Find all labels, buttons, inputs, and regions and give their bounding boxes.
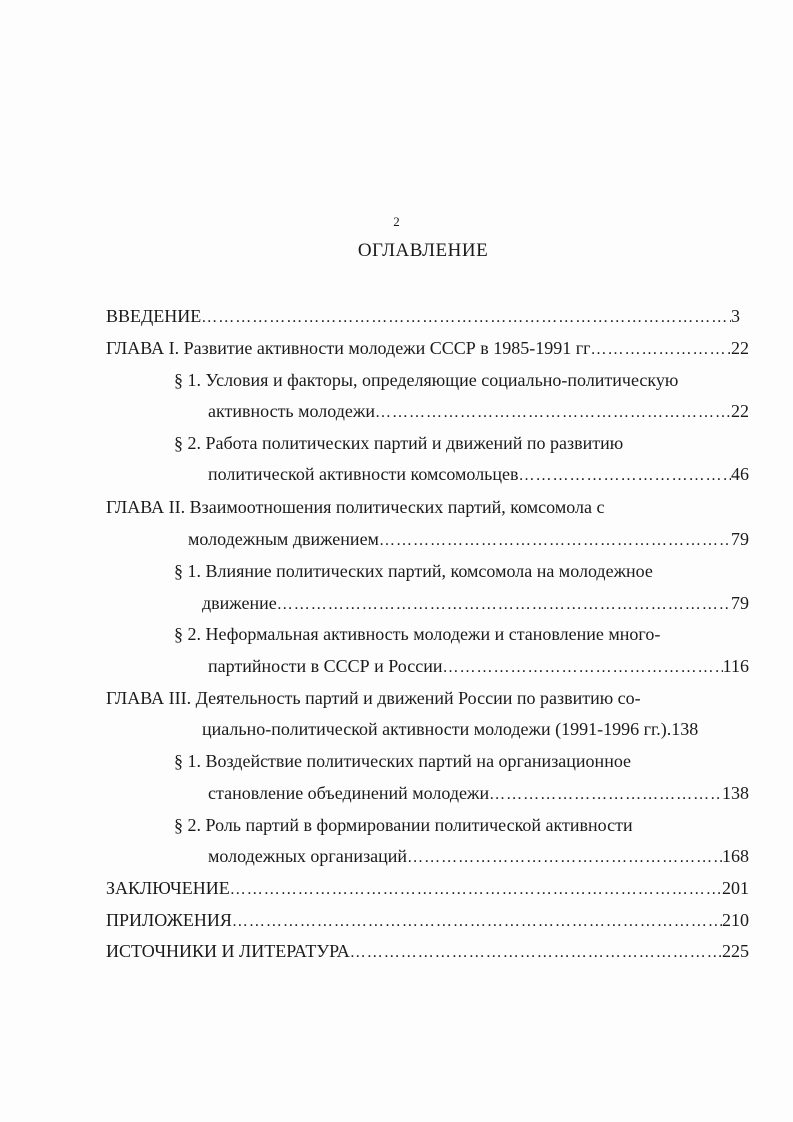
- leader-dots: [375, 402, 731, 424]
- toc-entry-page: 225: [722, 941, 749, 961]
- toc-entry-page: 22: [731, 401, 749, 421]
- toc-entry-ch2-s2-line1: § 2. Неформальная активность молодежи и становление много-: [174, 624, 661, 644]
- toc-entry-text: ЗАКЛЮЧЕНИЕ: [106, 878, 230, 898]
- toc-entry-text: активность молодежи: [208, 401, 375, 421]
- leader-dots: [201, 307, 731, 329]
- toc-entry-page: 116: [722, 656, 749, 676]
- toc-entry-ch2-s1-line2: [202, 592, 749, 616]
- toc-entry-text: ГЛАВА I. Развитие активности молодежи СССР в 1985-1991 гг: [106, 338, 591, 358]
- leader-dots: [591, 339, 731, 361]
- toc-entry-text: становление объединений молодежи: [208, 783, 490, 803]
- toc-title: ОГЛАВЛЕНИЕ: [357, 240, 489, 261]
- toc-entry-page: 210: [722, 910, 749, 930]
- toc-entry-chapter-1: [106, 337, 749, 361]
- toc-entry-ch3-s2-line1: § 2. Роль партий в формировании политической активности: [174, 815, 633, 835]
- leader-dots: [443, 657, 723, 679]
- toc-entry-chapter-2-line2: [188, 528, 749, 552]
- toc-entry-page: 22: [731, 338, 749, 358]
- leader-dots: [407, 847, 722, 869]
- toc-entry-ch1-s2-line1: § 2. Работа политических партий и движений по развитию: [174, 433, 624, 453]
- toc-entry-text: молодежным движением: [188, 529, 379, 549]
- page-number: 2: [393, 214, 400, 229]
- toc-entry-text: движение: [202, 593, 277, 613]
- leader-dots: [277, 594, 731, 616]
- toc-entry-text: молодежных организаций: [208, 846, 408, 866]
- toc-entry-ch2-s1-line1: § 1. Влияние политических партий, комсомола на молодежное: [174, 561, 653, 581]
- toc-entry-sources: [106, 940, 749, 964]
- toc-entry-ch3-s1-line2: [208, 782, 749, 806]
- toc-entry-text: ПРИЛОЖЕНИЯ: [106, 910, 232, 930]
- leader-dots: [232, 911, 722, 933]
- toc-entry-intro: [106, 305, 740, 329]
- toc-entry-page: 3: [731, 306, 740, 326]
- toc-entry-page: 201: [722, 878, 749, 898]
- toc-entry-ch1-s1-line1: § 1. Условия и факторы, определяющие социально-политическую: [174, 370, 679, 390]
- toc-entry-appendices: [106, 909, 749, 933]
- leader-dots: [489, 784, 722, 806]
- leader-dots: [350, 942, 722, 964]
- toc-entry-ch1-s2-line2: [208, 463, 749, 487]
- leader-dots: [519, 465, 731, 487]
- toc-entry-conclusion: [106, 877, 749, 901]
- toc-entry-ch1-s1-line2: [208, 400, 749, 424]
- toc-entry-page: 79: [731, 593, 749, 613]
- toc-entry-ch2-s2-line2: [208, 655, 749, 679]
- toc-entry-text: ВВЕДЕНИЕ: [106, 306, 202, 326]
- toc-entry-chapter-2-line1: ГЛАВА II. Взаимоотношения политических партий, комсомола с: [106, 497, 605, 517]
- toc-entry-chapter-3-line1: ГЛАВА III. Деятельность партий и движений России по развитию со-: [106, 688, 641, 708]
- toc-entry-page: 138: [722, 783, 749, 803]
- toc-entry-page: 79: [731, 529, 749, 549]
- leader-dots: [379, 530, 731, 552]
- toc-entry-ch3-s2-line2: [208, 845, 749, 869]
- toc-entry-page: 168: [722, 846, 749, 866]
- toc-entry-text: партийности в СССР и России: [208, 656, 443, 676]
- toc-entry-chapter-3-line2: циально-политической активности молодежи (1991-1996 гг.).138: [202, 719, 699, 739]
- toc-entry-text: ИСТОЧНИКИ И ЛИТЕРАТУРА: [106, 941, 350, 961]
- toc-entry-ch3-s1-line1: § 1. Воздействие политических партий на организационное: [174, 751, 632, 771]
- leader-dots: [230, 879, 722, 901]
- toc-entry-page: 46: [731, 464, 749, 484]
- toc-entry-text: политической активности комсомольцев: [208, 464, 519, 484]
